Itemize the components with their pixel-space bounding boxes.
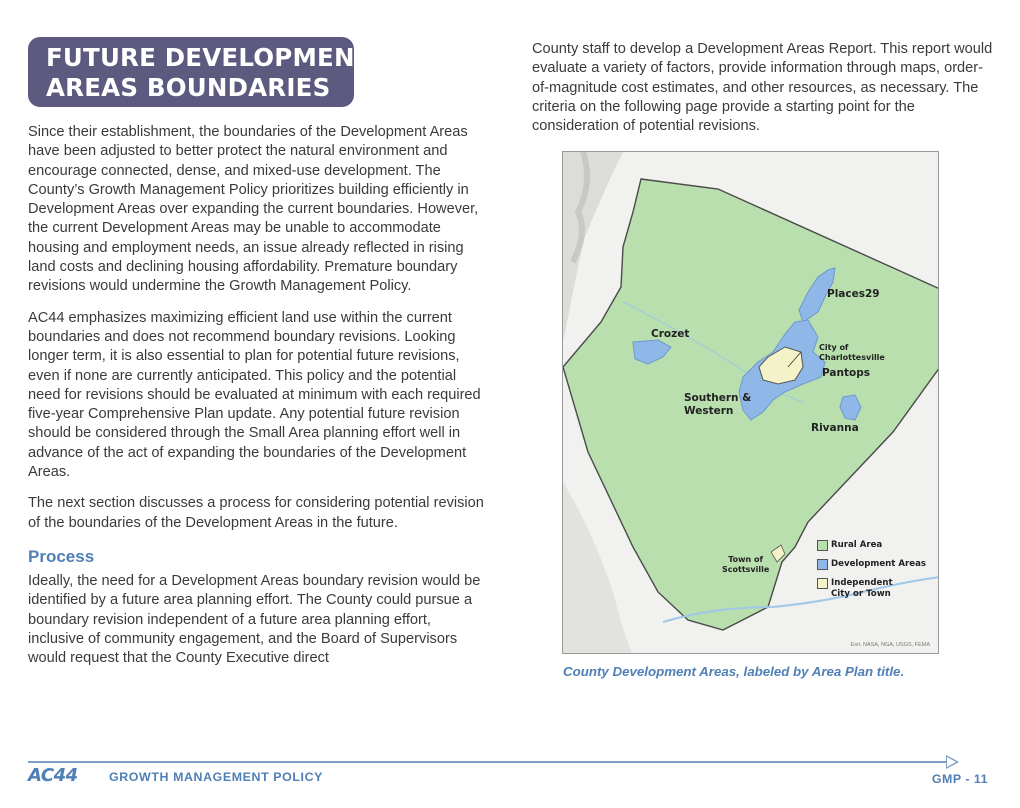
continued-paragraph: County staff to develop a Development Areas Report. This report would evaluate a variety of factors, provide information through maps, order-of-magnitude cost estimates, and other resources, as necessary. The criteria on the following page provide a starting point for the consideration of potential revisions.: [532, 41, 993, 135]
legend-swatch: [817, 578, 828, 589]
legend-swatch: [817, 540, 828, 551]
legend-swatch: [817, 559, 828, 570]
page-number: GMP - 11: [931, 772, 988, 786]
legend-label: Independent City or Town: [831, 578, 893, 599]
legend-item-development: [817, 559, 926, 570]
ac44-logo: AC44: [28, 765, 78, 786]
label-scottsville: [722, 555, 769, 574]
footer-title: GROWTH MANAGEMENT POLICY: [109, 770, 324, 784]
label-southern-line-1: Southern &: [684, 392, 752, 404]
label-city-line-1: City of: [819, 343, 849, 352]
legend-item-rural: [817, 540, 926, 551]
footer-arrow-icon: [946, 755, 959, 769]
map-caption: County Development Areas, labeled by Area Plan title.: [563, 664, 905, 679]
legend-label: Rural Area: [831, 540, 883, 550]
body-paragraph: Since their establishment, the boundaries of the Development Areas have been adjusted to better protect the natural environment and encourage connected, dense, and mixed-use development. The County’s Growth Management Policy prioritizes building efficiently in Development Areas over expanding the current boundaries. However, the current Development Areas may be unable to accommodate housing and employment needs, an issue already reflected in rising land costs and declining housing affordability. Premature boundary revisions would undermine the Growth Management Policy.: [28, 124, 479, 295]
footer-rule: [28, 761, 952, 763]
legend-label: Development Areas: [831, 559, 927, 569]
label-city-line-2: Charlottesville: [819, 352, 885, 362]
label-pantops: Pantops: [822, 367, 870, 379]
right-column: [532, 40, 994, 136]
label-southern-western: [684, 392, 751, 418]
process-paragraph: Ideally, the need for a Development Areas boundary revision would be identified by a future area planning effort. The County could pursue a boundary revision independent of a future area planning effort, inclusive of community engagement, and the Board of Supervisors would request that the County Executive direct: [28, 572, 481, 667]
label-places29: Places29: [827, 288, 880, 300]
label-southern-line-2: Western: [684, 405, 734, 417]
county-map: [562, 151, 939, 654]
process-subheading: Process: [28, 546, 95, 566]
label-scottsville-line-2: Scottsville: [722, 564, 770, 574]
label-rivanna: Rivanna: [811, 422, 859, 434]
label-scottsville-line-1: Town of: [728, 555, 764, 564]
page-title-line-1: FUTURE DEVELOPMENT: [46, 43, 372, 72]
legend-item-independent: [817, 578, 926, 600]
label-city: [819, 343, 885, 362]
body-paragraph: The next section discusses a process for considering potential revision of the boundaries of the Development Areas in the future.: [28, 495, 484, 531]
label-crozet: Crozet: [651, 328, 690, 340]
page-title-line-2: AREAS BOUNDARIES: [46, 73, 331, 102]
left-column: [28, 123, 486, 668]
body-paragraph: AC44 emphasizes maximizing efficient land use within the current boundaries and does not recommend boundary revisions. Looking longer term, it is also essential to plan for potential future revisions, even if none are currently anticipated. This policy and the potential need for revisions should be evaluated at minimum with each required five-year Comprehensive Plan update. Any potential future revision should be considered through the Small Area planning effort well in advance of the act of expanding the boundaries of the Development Areas.: [28, 309, 481, 481]
map-credit: Esri, NASA, NGA, USGS, FEMA: [850, 642, 930, 648]
map-legend: [817, 540, 926, 608]
page-title-box: [28, 37, 372, 107]
